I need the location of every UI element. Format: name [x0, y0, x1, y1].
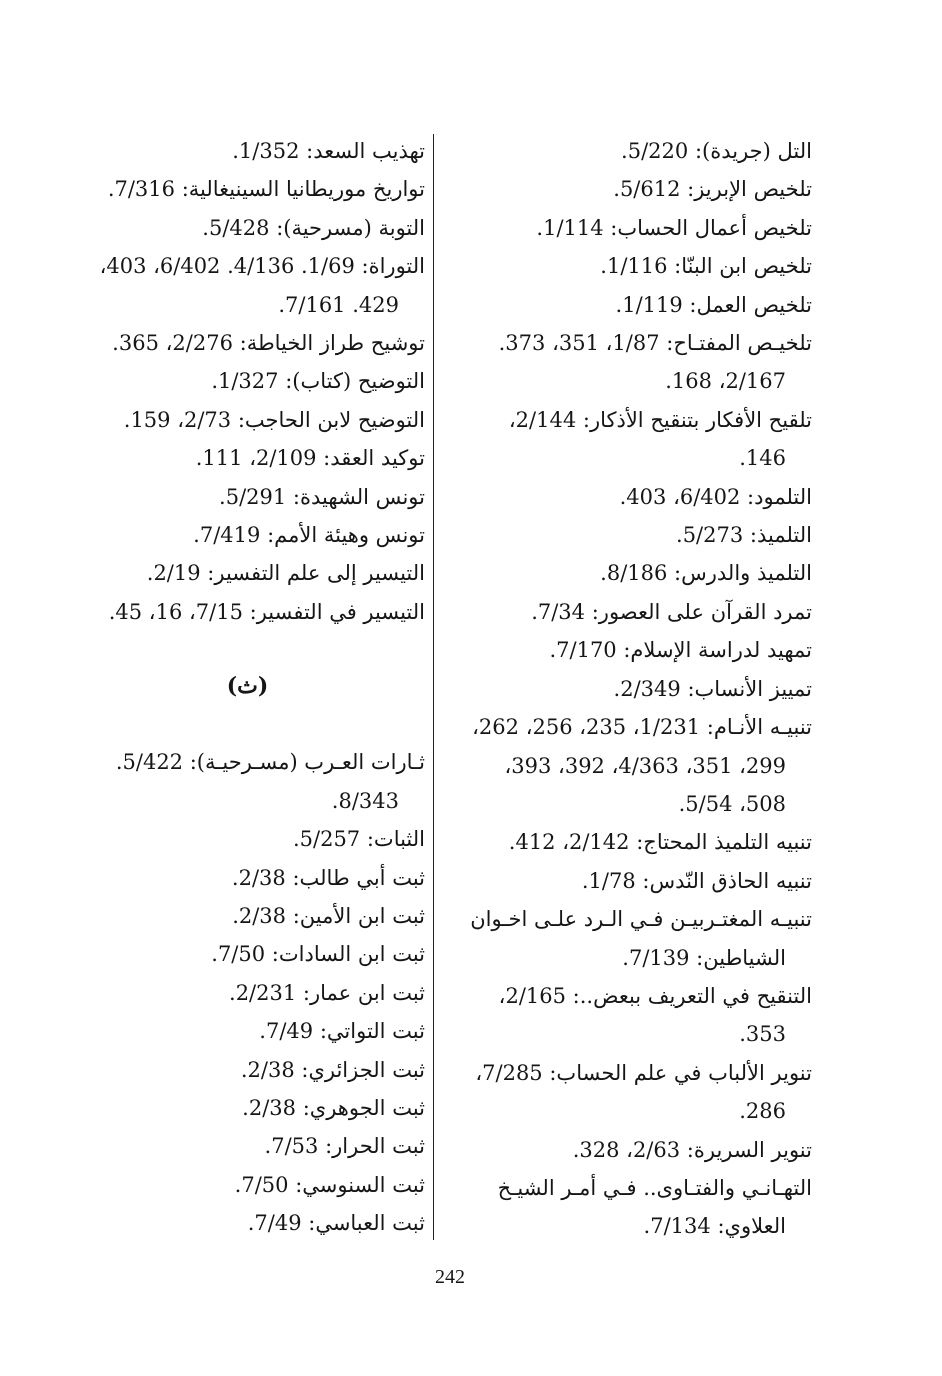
index-entry — [440, 286, 812, 324]
index-entry — [440, 631, 812, 669]
section-heading-tha: (ث) — [226, 673, 269, 700]
index-entry-text: التل (جريدة): 5/220. — [621, 139, 812, 163]
index-entry-text: تلخيـص المفتـاح: 1/87، 351، 373. — [498, 331, 812, 356]
index-entry — [70, 401, 425, 439]
index-entry — [440, 708, 812, 823]
index-entry — [440, 516, 812, 554]
index-entry-text: تمييز الأنساب: 2/349. — [613, 676, 812, 701]
index-entry-text: ثبت أبي طالب: 2/38. — [231, 865, 425, 890]
index-entry-text: التهـانـي والفتـاوى.. فـي أمـر الشيـخ — [497, 1175, 812, 1200]
index-entry-text: الثبات: 5/257. — [292, 827, 425, 852]
index-entry-text: تنبيه الحاذق النّدس: 1/78. — [581, 868, 812, 893]
index-entry-text: تهذيب السعد: 1/352. — [232, 139, 425, 163]
index-entry-text: التوراة: 1/69. 4/136. 6/402، 403، — [99, 254, 425, 279]
index-entry — [70, 439, 425, 477]
left-column-entries-ta — [70, 132, 425, 631]
index-entry — [70, 743, 425, 820]
index-entry-text: ثبت ابن الأمين: 2/38. — [232, 903, 425, 928]
index-entry-text: تنوير الألباب في علم الحساب: 7/285، — [475, 1060, 812, 1085]
index-entry-text: تلخيص أعمال الحساب: 1/114. — [536, 215, 812, 240]
index-entry-text: ثبت العباسي: 7/49. — [247, 1211, 425, 1236]
index-entry-text: التيسير في التفسير: 7/15، 16، 45. — [108, 599, 425, 624]
page-number: 242 — [435, 1266, 465, 1288]
index-entry — [70, 974, 425, 1012]
index-entry — [70, 897, 425, 935]
index-entry-text: ثبت الحرار: 7/53. — [264, 1134, 425, 1159]
index-entry-text: تلخيص العمل: 1/119. — [615, 292, 812, 317]
index-entry — [440, 247, 812, 285]
index-entry-text: تمرد القرآن على العصور: 7/34. — [531, 599, 812, 624]
index-entry-text: ثبت ابن السادات: 7/50. — [211, 942, 425, 967]
index-entry — [440, 132, 812, 170]
index-entry — [70, 170, 425, 208]
index-entry-text: ثـارات العـرب (مسـرحيـة): 5/422. — [115, 750, 425, 775]
index-entry — [70, 1089, 425, 1127]
index-entry-text: تنبيه التلميذ المحتاج: 2/142، 412. — [508, 830, 812, 855]
index-entry-continuation: 146. — [739, 446, 786, 471]
index-entry-text: التيسير إلى علم التفسير: 2/19. — [146, 561, 425, 586]
index-entry-text: التوضيح لابن الحاجب: 2/73، 159. — [123, 407, 425, 432]
index-entry — [440, 170, 812, 208]
index-entry — [440, 554, 812, 592]
index-entry-text: تواريخ موريطانيا السينيغالية: 7/316. — [107, 177, 425, 202]
index-entry — [70, 1166, 425, 1204]
index-entry-continuation: 2/167، 168. — [665, 369, 786, 394]
index-entry-text: التوضيح (كتاب): 1/327. — [211, 369, 425, 394]
index-entry-text: ثبت السنوسي: 7/50. — [234, 1172, 425, 1197]
index-entry — [70, 209, 425, 247]
index-entry-text: تونس وهيئة الأمم: 7/419. — [193, 523, 425, 548]
index-entry — [440, 1131, 812, 1169]
index-entry — [440, 478, 812, 516]
index-entry-text: تلقيح الأفكار بتنقيح الأذكار: 2/144، — [508, 407, 812, 432]
index-entry — [440, 593, 812, 631]
index-entry-text: التلميذ: 5/273. — [676, 523, 812, 548]
index-entry-text: ثبت ابن عمار: 2/231. — [229, 980, 425, 1005]
index-entry — [70, 247, 425, 324]
index-entry-continuation: 8/343. — [331, 788, 399, 813]
index-entry — [440, 670, 812, 708]
index-entry-text: التلميذ والدرس: 8/186. — [600, 561, 812, 586]
index-entry-text: ثبت التواتي: 7/49. — [259, 1019, 425, 1044]
left-column-entries-tha — [70, 743, 425, 1242]
index-entry-text: تنبيـه الأنـام: 1/231، 235، 256، 262، — [472, 715, 812, 740]
index-entry-continuation: 353. — [739, 1022, 786, 1047]
index-entry — [70, 554, 425, 592]
index-entry-text: تلخيص ابن البنّا: 1/116. — [600, 254, 812, 279]
index-entry-text: التلمود: 6/402، 403. — [619, 484, 812, 509]
column-divider — [433, 134, 434, 1240]
index-entry — [440, 900, 812, 977]
index-entry-text: توكيد العقد: 2/109، 111. — [195, 446, 425, 471]
left-column — [70, 132, 425, 1243]
index-entry — [440, 1054, 812, 1131]
index-entry — [440, 1169, 812, 1246]
index-entry-text: ثبت الجوهري: 2/38. — [242, 1095, 425, 1120]
index-entry-text: التنقيح في التعريف ببعض..: 2/165، — [498, 983, 812, 1008]
index-entry — [70, 935, 425, 973]
index-entry — [70, 593, 425, 631]
index-entry — [70, 132, 425, 170]
index-entry — [440, 209, 812, 247]
index-entry — [70, 1127, 425, 1165]
index-entry — [440, 401, 812, 478]
index-entry — [70, 820, 425, 858]
index-entry — [440, 862, 812, 900]
right-column — [440, 132, 812, 1246]
index-entry-text: تنبيـه المغتـربيـن فـي الـرد علـى اخـوان — [470, 907, 812, 932]
index-entry-text: تونس الشهيدة: 5/291. — [219, 484, 425, 509]
index-entry-text: التوبة (مسرحية): 5/428. — [202, 215, 425, 240]
index-entry-continuation: 286. — [739, 1099, 786, 1124]
index-entry-text: تمهيد لدراسة الإسلام: 7/170. — [549, 638, 812, 663]
index-entry — [70, 1204, 425, 1242]
index-entry — [70, 362, 425, 400]
index-entry-text: تنوير السريرة: 2/63، 328. — [572, 1137, 812, 1162]
index-entry — [70, 324, 425, 362]
index-entry-continuation: 508، 5/54. — [678, 791, 786, 816]
index-entry — [70, 516, 425, 554]
index-entry — [440, 977, 812, 1054]
index-entry — [70, 859, 425, 897]
index-entry — [70, 1051, 425, 1089]
index-entry-text: تلخيص الإبريز: 5/612. — [613, 177, 812, 202]
index-entry-text: ثبت الجزائري: 2/38. — [240, 1057, 425, 1082]
index-entry-continuation: 429. 7/161. — [278, 292, 399, 317]
index-entry — [70, 478, 425, 516]
index-entry — [440, 823, 812, 861]
index-entry-continuation: 299، 351، 4/363، 392، 393، — [504, 753, 786, 778]
index-entry-continuation: الشياطين: 7/139. — [622, 945, 786, 970]
index-entry — [440, 324, 812, 401]
index-entry — [70, 1012, 425, 1050]
index-entry-continuation: العلاوي: 7/134. — [643, 1214, 786, 1239]
index-entry-text: توشيح طراز الخياطة: 2/276، 365. — [112, 331, 425, 356]
